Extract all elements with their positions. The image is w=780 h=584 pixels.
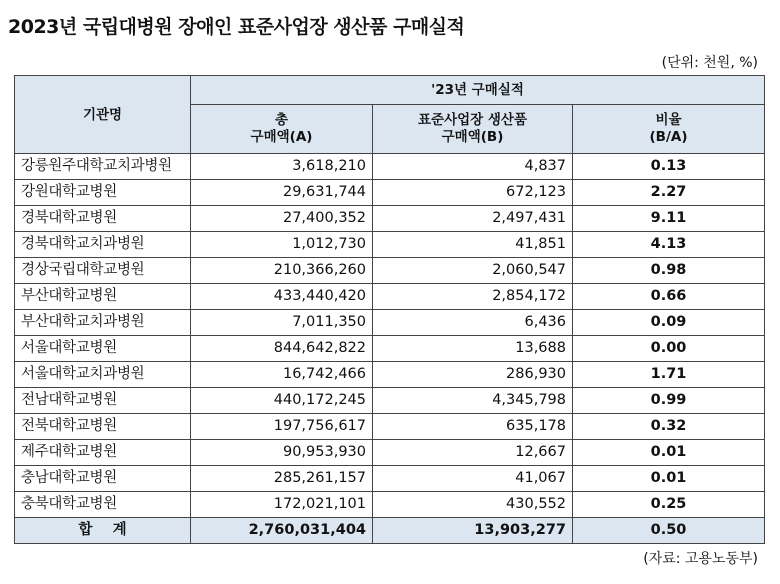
- total-row: [15, 518, 765, 544]
- standard-purchase: 41,067: [373, 466, 573, 492]
- ratio-header: [573, 105, 765, 154]
- unit-note: (단위: 천원, %): [661, 55, 758, 71]
- total-purchase: 90,953,930: [191, 440, 373, 466]
- institution-name: 서울대학교병원: [15, 336, 191, 362]
- table-row: [15, 414, 765, 440]
- total-purchase: 7,011,350: [191, 310, 373, 336]
- table-row: [15, 180, 765, 206]
- total-purchase-header-line1: 총: [274, 112, 289, 128]
- ratio-value: 2.27: [573, 180, 765, 206]
- institution-name: 전북대학교병원: [15, 414, 191, 440]
- standard-purchase-header: [373, 105, 573, 154]
- ratio-header-line1: 비율: [655, 112, 682, 128]
- institution-name: 충남대학교병원: [15, 466, 191, 492]
- purchase-table: [14, 75, 765, 544]
- ratio-value: 0.09: [573, 310, 765, 336]
- ratio-value: 0.32: [573, 414, 765, 440]
- standard-purchase: 635,178: [373, 414, 573, 440]
- table-row: [15, 206, 765, 232]
- total-purchase: 172,021,101: [191, 492, 373, 518]
- standard-purchase: 430,552: [373, 492, 573, 518]
- total-purchase: 27,400,352: [191, 206, 373, 232]
- institution-name: 강릉원주대학교치과병원: [15, 154, 191, 180]
- ratio-value: 0.99: [573, 388, 765, 414]
- ratio-value: 0.66: [573, 284, 765, 310]
- table-row: [15, 232, 765, 258]
- standard-purchase: 6,436: [373, 310, 573, 336]
- total-purchase: 285,261,157: [191, 466, 373, 492]
- ratio-value: 0.13: [573, 154, 765, 180]
- standard-purchase: 672,123: [373, 180, 573, 206]
- table-row: [15, 362, 765, 388]
- ratio-value: 0.25: [573, 492, 765, 518]
- ratio-value: 0.01: [573, 440, 765, 466]
- institution-name: 경북대학교치과병원: [15, 232, 191, 258]
- total-purchase-header-line2: 구매액(A): [250, 129, 313, 145]
- table-row: [15, 258, 765, 284]
- institution-header: 기관명: [15, 76, 191, 154]
- ratio-value: 0.00: [573, 336, 765, 362]
- table-row: [15, 310, 765, 336]
- institution-name: 서울대학교치과병원: [15, 362, 191, 388]
- group-header: '23년 구매실적: [191, 76, 765, 105]
- institution-name: 강원대학교병원: [15, 180, 191, 206]
- table-body: [15, 154, 765, 544]
- standard-purchase: 2,854,172: [373, 284, 573, 310]
- ratio-total: 0.50: [573, 518, 765, 544]
- institution-name: 전남대학교병원: [15, 388, 191, 414]
- table-row: [15, 492, 765, 518]
- total-purchase-header: [191, 105, 373, 154]
- total-purchase-sum: 2,760,031,404: [191, 518, 373, 544]
- total-purchase: 433,440,420: [191, 284, 373, 310]
- total-purchase: 16,742,466: [191, 362, 373, 388]
- total-purchase: 1,012,730: [191, 232, 373, 258]
- ratio-value: 9.11: [573, 206, 765, 232]
- total-label: 합 계: [15, 518, 191, 544]
- ratio-value: 4.13: [573, 232, 765, 258]
- institution-name: 충북대학교병원: [15, 492, 191, 518]
- total-purchase: 197,756,617: [191, 414, 373, 440]
- institution-name: 경상국립대학교병원: [15, 258, 191, 284]
- header-row-top: [15, 76, 765, 105]
- institution-name: 부산대학교치과병원: [15, 310, 191, 336]
- standard-purchase: 13,688: [373, 336, 573, 362]
- ratio-value: 0.01: [573, 466, 765, 492]
- standard-purchase: 41,851: [373, 232, 573, 258]
- standard-purchase: 286,930: [373, 362, 573, 388]
- table-row: [15, 154, 765, 180]
- total-purchase: 210,366,260: [191, 258, 373, 284]
- ratio-value: 1.71: [573, 362, 765, 388]
- standard-purchase-header-line2: 구매액(B): [441, 129, 504, 145]
- institution-name: 제주대학교병원: [15, 440, 191, 466]
- total-purchase: 3,618,210: [191, 154, 373, 180]
- table-row: [15, 388, 765, 414]
- total-purchase: 844,642,822: [191, 336, 373, 362]
- source-note: (자료: 고용노동부): [643, 551, 758, 567]
- standard-purchase: 2,497,431: [373, 206, 573, 232]
- standard-purchase: 12,667: [373, 440, 573, 466]
- total-purchase: 29,631,744: [191, 180, 373, 206]
- page-title: 2023년 국립대병원 장애인 표준사업장 생산품 구매실적: [8, 16, 465, 38]
- institution-name: 부산대학교병원: [15, 284, 191, 310]
- standard-purchase: 2,060,547: [373, 258, 573, 284]
- standard-purchase: 4,345,798: [373, 388, 573, 414]
- ratio-header-line2: (B/A): [649, 129, 688, 145]
- table-row: [15, 284, 765, 310]
- ratio-value: 0.98: [573, 258, 765, 284]
- standard-purchase-header-line1: 표준사업장 생산품: [417, 112, 528, 128]
- standard-purchase: 4,837: [373, 154, 573, 180]
- table-row: [15, 440, 765, 466]
- institution-name: 경북대학교병원: [15, 206, 191, 232]
- standard-purchase-sum: 13,903,277: [373, 518, 573, 544]
- table-row: [15, 336, 765, 362]
- table-row: [15, 466, 765, 492]
- total-purchase: 440,172,245: [191, 388, 373, 414]
